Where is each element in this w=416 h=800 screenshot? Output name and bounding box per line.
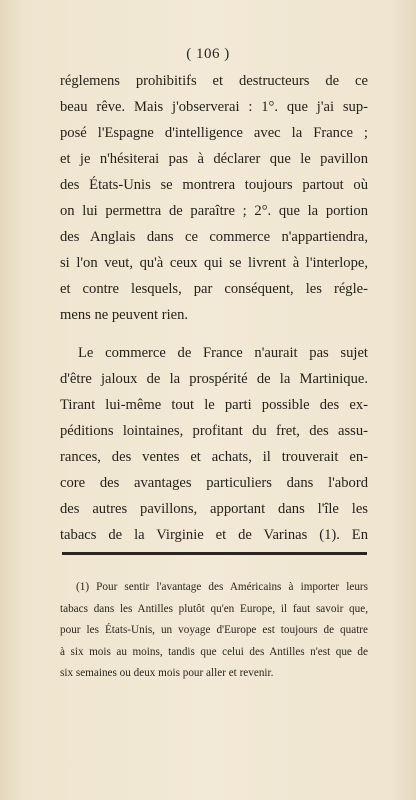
paragraph-gap [60, 328, 368, 340]
text-line: des autres pavillons, apportant dans l'île les [60, 501, 368, 517]
footnote-rule [62, 552, 367, 555]
text-line: rances, des ventes et achats, il trouverait en- [60, 449, 368, 465]
main-text [60, 68, 368, 548]
text-line: des États-Unis se montrera toujours partout où [60, 177, 368, 193]
footnote-line: à six mois au moins, tandis que celui des Antilles n'est que de [60, 645, 368, 658]
footnote-line: pour les États-Unis, un voyage d'Europe est toujours de quatre [60, 624, 368, 636]
text-line: Le commerce de France n'aurait pas sujet [78, 345, 368, 361]
page-number: ( 106 ) [186, 46, 230, 62]
footnote-line: six semaines ou deux mois pour aller et revenir. [60, 667, 274, 679]
footnote-line: tabacs dans les Antilles plutôt qu'en Europe, il faut savoir que, [60, 602, 368, 615]
text-line: péditions lointaines, profitant du fret, des assu- [60, 423, 368, 439]
text-line: et contre lesquels, par conséquent, les régle- [60, 281, 368, 297]
text-line: réglemens prohibitifs et destructeurs de ce [60, 73, 368, 89]
text-line: Tirant lui-même tout le parti possible des ex- [60, 397, 368, 413]
text-line: tabacs de la Virginie et de Varinas (1). En [60, 527, 368, 543]
text-line: et je n'hésiterai pas à déclarer que le pavillon [60, 151, 368, 167]
text-line: des Anglais dans ce commerce n'appartiendra, [60, 229, 368, 245]
text-line: si l'on veut, qu'à ceux qui se livrent à l'interlope, [60, 255, 368, 271]
footnote-line: (1) Pour sentir l'avantage des Américains à importer leurs [76, 581, 368, 593]
text-line: core des avantages particuliers dans l'abord [60, 475, 368, 491]
text-line: d'être jaloux de la prospérité de la Martinique. [60, 371, 368, 387]
text-line: beau rêve. Mais j'observerai : 1°. que j'ai sup- [60, 99, 368, 115]
text-line: mens ne peuvent rien. [60, 307, 189, 323]
text-line: posé l'Espagne d'intelligence avec la France ; [60, 125, 368, 141]
footnote [60, 577, 368, 685]
text-line: on lui permettra de paraître ; 2°. que la portion [60, 203, 368, 219]
